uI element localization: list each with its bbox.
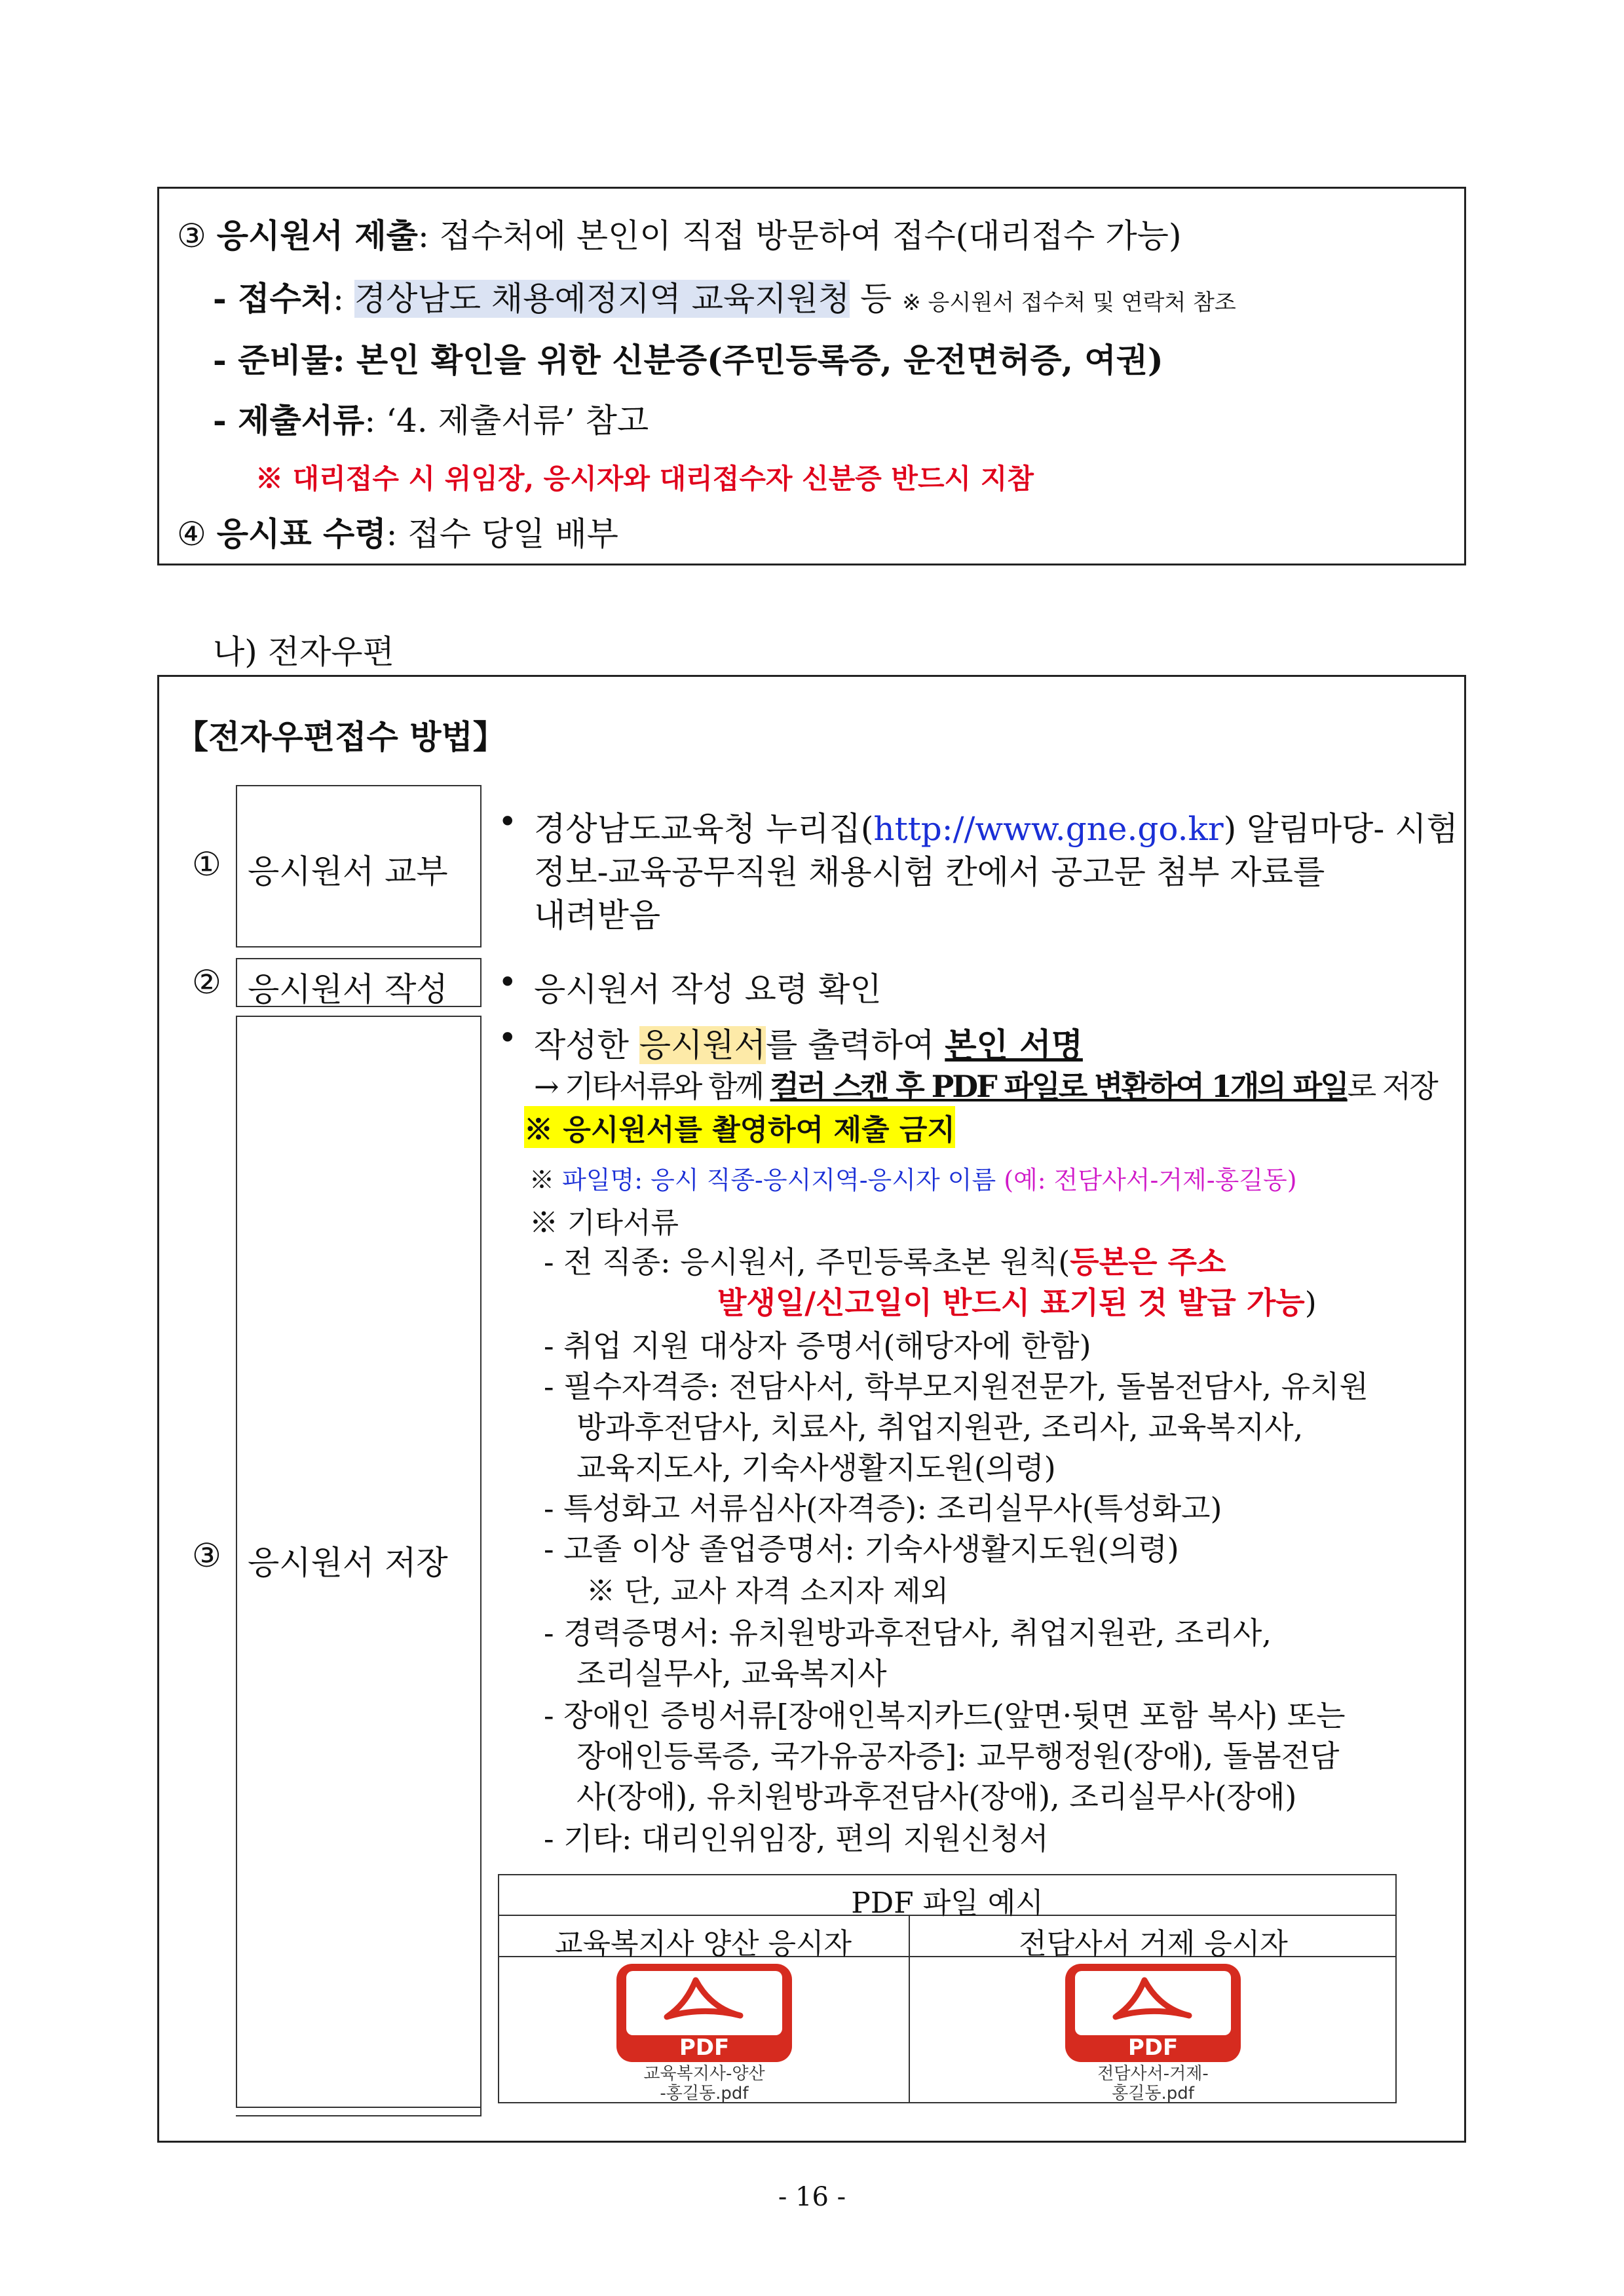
step2-num: ② [192, 963, 221, 1001]
career-line1: - 경력증명서: 유치원방과후전담사, 취업지원관, 조리사, [544, 1615, 1272, 1651]
specialized-line: - 특성화고 서류심사(자격증): 조리실무사(특성화고) [544, 1491, 1222, 1526]
item3-num: ③ [177, 217, 206, 255]
item4-line [177, 508, 618, 555]
etc-line: - 기타: 대리인위임장, 편의 지원신청서 [544, 1821, 1049, 1856]
docs-line [213, 394, 649, 442]
item4-text: : 접수 당일 배부 [386, 515, 618, 553]
cert-line2: 방과후전담사, 치료사, 취업지원관, 조리사, 교육복지사, [576, 1409, 1304, 1445]
filename-line [529, 1160, 1297, 1196]
pdf-col2-header: 전담사서 거제 응시자 [1019, 1927, 1288, 1961]
step3-bullet: • [498, 1019, 518, 1057]
cert-line3: 교육지도사, 기숙사생활지도원(의령) [576, 1450, 1056, 1485]
no-photo-warning: ※ 응시원서를 촬영하여 제출 금지 [524, 1106, 955, 1148]
step1-line1 [534, 803, 1458, 850]
pdf-col1-header: 교육복지사 양산 응시자 [554, 1927, 852, 1961]
reception-etc: 등 [860, 280, 892, 318]
all-jobs-d: ) [1304, 1285, 1317, 1320]
step1-num: ① [192, 845, 221, 883]
step3-l1-a: 작성한 [534, 1026, 639, 1064]
step2-bullet: • [498, 963, 518, 1001]
all-jobs-a: - 전 직종: 응시원서, 주민등록초본 원칙( [544, 1244, 1070, 1280]
filename-example: (예: 전담사서-거제-홍길동) [1004, 1166, 1297, 1195]
item3-title: 응시원서 제출 [216, 216, 418, 255]
filename-rule: 파일명: 응시 직종-응시지역-응시자 이름 [562, 1166, 996, 1195]
step3-line2 [534, 1063, 1437, 1106]
reception-label: - 접수처 [213, 279, 333, 318]
pdf-file2-line1: 전담사서-거제- [1097, 2064, 1209, 2084]
step3-num: ③ [192, 1537, 221, 1575]
step3-l1-d: 본인 서명 [945, 1025, 1083, 1064]
step3-l2-b: 컬러 스캔 후 PDF 파일로 변환하여 1개의 파일 [770, 1069, 1348, 1104]
step3-cell-top [236, 1016, 482, 1017]
item3-text: : 접수처에 본인이 직접 방문하여 접수(대리접수 가능) [417, 217, 1182, 255]
reception-line [213, 273, 1236, 320]
graduation-line: - 고졸 이상 졸업증명서: 기숙사생활지도원(의령) [544, 1531, 1179, 1567]
step3-l1-b: 응시원서 [639, 1026, 766, 1064]
svg-text:PDF: PDF [1127, 2035, 1179, 2061]
step3-cell-right [480, 1016, 482, 2116]
filename-mark: ※ [529, 1166, 555, 1195]
step1-line2: 정보-교육공무직원 채용시험 칸에서 공고문 첨부 자료를 [534, 853, 1325, 891]
disability-line3: 사(장애), 유치원방과후전담사(장애), 조리실무사(장애) [576, 1779, 1297, 1814]
all-jobs-line2 [717, 1279, 1317, 1322]
pdf-file1-line1: 교육복지사-양산 [643, 2064, 765, 2084]
step3-cell-bottom [236, 2107, 482, 2108]
step3-l2-c: 로 저장 [1347, 1069, 1437, 1104]
pdf-table-title: PDF 파일 예시 [851, 1886, 1044, 1920]
page-number: - 16 - [778, 2182, 846, 2212]
item3-line [177, 210, 1181, 257]
step1-line1-post: ) 알림마당- 시험 [1223, 810, 1458, 848]
step2-text: 응시원서 작성 요령 확인 [534, 970, 882, 1008]
step3-cell-bottom2 [236, 2115, 482, 2116]
item4-num: ④ [177, 515, 206, 553]
pdf-file2-line2: 홍길동.pdf [1112, 2084, 1194, 2103]
step3-line1 [534, 1019, 1083, 1066]
docs-label: - 제출서류 [213, 401, 365, 440]
gne-link[interactable]: http://www.gne.go.kr [873, 810, 1224, 848]
disability-line2: 장애인등록증, 국가유공자증]: 교무행정원(장애), 돌봄전담 [576, 1738, 1340, 1774]
docs-text: : ‘4. 제출서류’ 참고 [364, 402, 649, 440]
step1-label: 응시원서 교부 [248, 852, 448, 890]
step1-line1-pre: 경상남도교육청 누리집( [534, 810, 874, 848]
reception-note: ※ 응시원서 접수처 및 연락처 참조 [902, 290, 1236, 316]
employment-cert: - 취업 지원 대상자 증명서(해당자에 한함) [544, 1328, 1091, 1364]
prep-line: - 준비물: 본인 확인을 위한 신분증(주민등록증, 운전면허증, 여권) [213, 341, 1163, 379]
all-jobs-line1 [544, 1238, 1226, 1282]
step1-bullet: • [498, 803, 518, 841]
item4-title: 응시표 수령 [216, 514, 387, 553]
reception-colon: : [333, 280, 344, 318]
graduation-note: ※ 단, 교사 자격 소지자 제외 [586, 1575, 949, 1608]
step2-label: 응시원서 작성 [248, 970, 448, 1008]
reception-value: 경상남도 채용예정지역 교육지원청 [354, 280, 850, 318]
all-jobs-b: 등본은 주소 [1070, 1244, 1226, 1280]
svg-text:PDF: PDF [679, 2035, 730, 2061]
proxy-note: ※ 대리접수 시 위임장, 응시자와 대리접수자 신분증 반드시 지참 [255, 463, 1034, 495]
box-title: 【전자우편접수 방법】 [176, 718, 506, 756]
cert-line1: - 필수자격증: 전담사서, 학부모지원전문가, 돌봄전담사, 유치원 [544, 1369, 1369, 1404]
step3-l1-c: 를 출력하여 [766, 1026, 945, 1064]
step3-cell-left [236, 1016, 237, 2107]
step1-line3: 내려받음 [534, 896, 661, 934]
all-jobs-c: 발생일/신고일이 반드시 표기된 것 발급 가능 [717, 1285, 1305, 1320]
pdf-file1-line2: -홍길동.pdf [660, 2084, 749, 2103]
other-docs-heading: ※ 기타서류 [529, 1206, 679, 1240]
section-b-heading: 나) 전자우편 [213, 633, 394, 671]
step3-label: 응시원서 저장 [248, 1544, 448, 1582]
disability-line1: - 장애인 증빙서류[장애인복지카드(앞면·뒷면 포함 복사) 또는 [544, 1698, 1346, 1733]
career-line2: 조리실무사, 교육복지사 [576, 1656, 887, 1691]
step3-l2-a: → 기타서류와 함께 [534, 1069, 770, 1104]
